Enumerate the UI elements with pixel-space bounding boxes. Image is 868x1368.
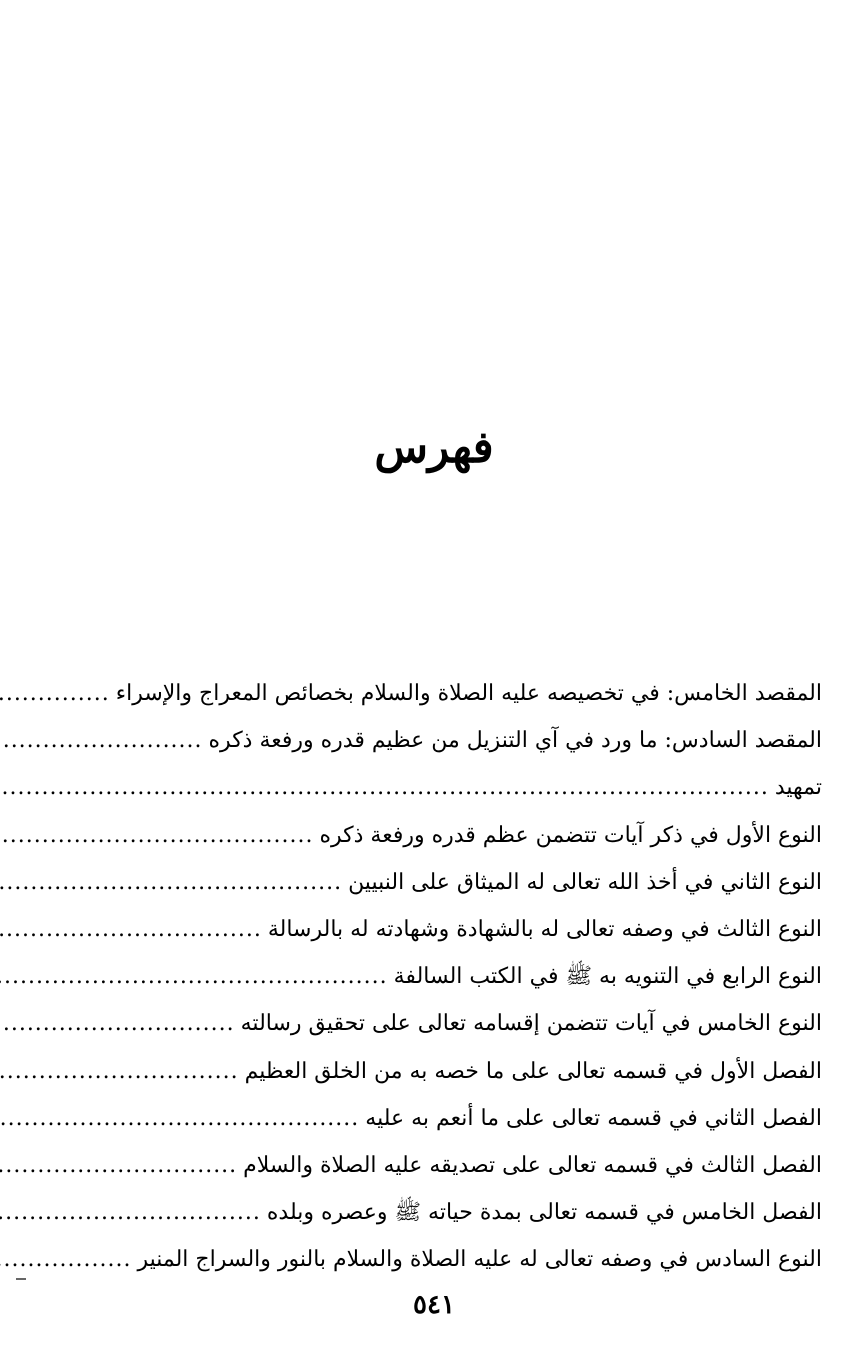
toc-dot-leader <box>0 859 348 906</box>
toc-entry <box>26 812 822 859</box>
toc-entry <box>26 1236 822 1283</box>
toc-dot-leader <box>0 1142 243 1189</box>
toc-entry-title: النوع الثالث في وصفه تعالى له بالشهادة وشهادته له بالرسالة <box>267 916 822 942</box>
toc-entry-title: المقصد الخامس: في تخصيصه عليه الصلاة والسلام بخصائص المعراج والإسراء <box>115 681 822 706</box>
toc-dot-leader <box>0 717 209 764</box>
toc-entry-title: النوع الثاني في أخذ الله تعالى له الميثاق على النبيين <box>348 869 822 895</box>
toc-dot-leader <box>0 1236 137 1283</box>
toc-dot-leader <box>0 1095 365 1142</box>
toc-entry <box>26 764 822 811</box>
toc-entry <box>26 859 822 906</box>
toc-entry-title: المقصد السادس: ما ورد في آي التنزيل من عظيم قدره ورفعة ذكره <box>208 728 822 754</box>
toc-entry <box>26 1189 822 1236</box>
toc-entry <box>26 1000 822 1047</box>
toc-entry-title: الفصل الخامس في قسمه تعالى بمدة حياته ﷺ وعصره وبلده <box>266 1200 822 1226</box>
toc-dot-leader <box>0 1048 245 1095</box>
toc-entry <box>26 1048 822 1095</box>
toc-dot-leader <box>0 906 268 953</box>
toc-entry <box>26 1095 822 1142</box>
toc-entry-title: النوع الأول في ذكر آيات تتضمن عظم قدره ورفعة ذكره <box>319 822 822 848</box>
toc-dot-leader <box>0 1189 267 1236</box>
scan-edge-mark <box>16 1278 26 1280</box>
toc-entry-title: تمهيد <box>774 775 822 801</box>
toc-entry-title: الفصل الثالث في قسمه تعالى على تصديقه عليه الصلاة والسلام <box>243 1152 822 1178</box>
toc-entry-title: النوع الرابع في التنويه به ﷺ في الكتب السالفة <box>393 964 822 990</box>
toc-entry-title: الفصل الثاني في قسمه تعالى على ما أنعم به عليه <box>365 1105 822 1131</box>
index-title: فهرس <box>374 422 494 473</box>
toc-dot-leader <box>0 953 394 1000</box>
toc-dot-leader <box>0 1000 241 1047</box>
table-of-contents <box>26 670 822 1283</box>
page-number: ٥٤١ <box>413 1290 455 1320</box>
toc-entry <box>26 670 822 717</box>
toc-dot-leader <box>0 812 319 859</box>
toc-entry <box>26 906 822 953</box>
toc-dot-leader <box>0 670 116 717</box>
toc-entry <box>26 953 822 1000</box>
toc-entry <box>26 717 822 764</box>
toc-entry-title: النوع الخامس في آيات تتضمن إقسامه تعالى على تحقيق رسالته <box>240 1011 822 1037</box>
toc-entry-title: النوع السادس في وصفه تعالى له عليه الصلاة والسلام بالنور والسراج المنير <box>137 1247 822 1273</box>
toc-dot-leader <box>0 764 775 811</box>
toc-entry-title: الفصل الأول في قسمه تعالى على ما خصه به من الخلق العظيم <box>244 1058 822 1084</box>
toc-entry <box>26 1142 822 1189</box>
